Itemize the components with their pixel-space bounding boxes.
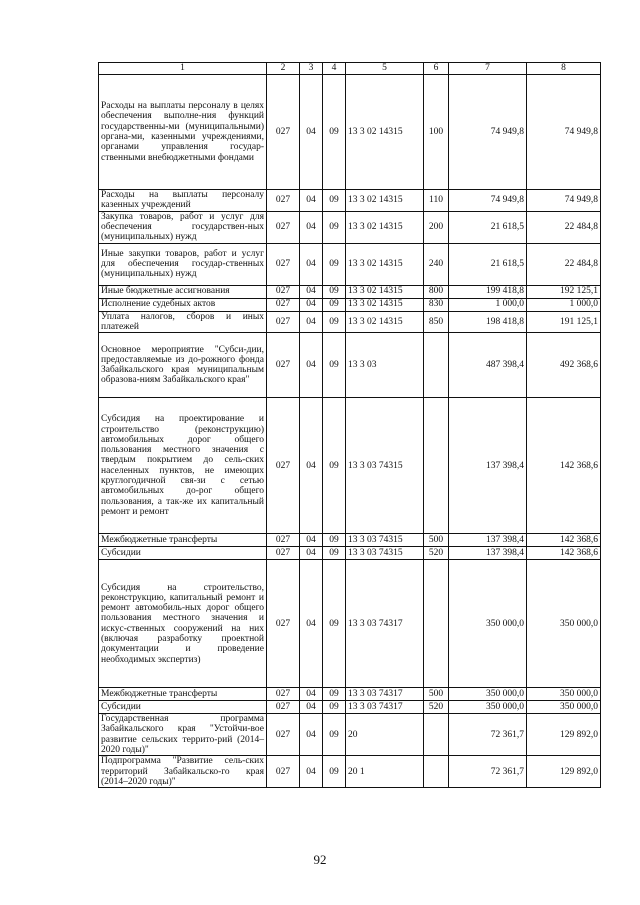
page-number: 92 <box>313 852 327 867</box>
table-row <box>99 756 601 788</box>
row-amount-2020: 142 368,6 <box>527 534 601 547</box>
row-amount-2020: 74 949,8 <box>527 190 601 212</box>
row-code-section: 04 <box>300 398 323 534</box>
row-amount-2019: 487 398,4 <box>449 333 527 398</box>
row-name: Основное мероприятие "Субси-дии, предоставляемые из до-рожного фонда Забайкальского края муниципальным образова-ниям Забайкальского края" <box>99 333 267 398</box>
table-body <box>99 75 601 788</box>
row-code-section: 04 <box>300 298 323 311</box>
row-code-subsection: 09 <box>323 75 346 190</box>
row-amount-2019: 350 000,0 <box>449 688 527 701</box>
row-code-expense-type: 110 <box>424 190 449 212</box>
row-code-section: 04 <box>300 190 323 212</box>
row-code-expense-type: 240 <box>424 243 449 285</box>
row-code-expense-type <box>424 714 449 756</box>
row-code-section: 04 <box>300 701 323 714</box>
row-amount-2019: 1 000,0 <box>449 298 527 311</box>
row-name: Межбюджетные трансферты <box>99 688 267 701</box>
row-code-section: 04 <box>300 534 323 547</box>
row-code-admin: 027 <box>267 243 300 285</box>
row-amount-2020: 22 484,8 <box>527 211 601 243</box>
header-cell: 7 <box>449 63 527 75</box>
row-code-admin: 027 <box>267 285 300 298</box>
row-code-target: 13 3 03 <box>346 333 424 398</box>
row-amount-2020: 1 000,0 <box>527 298 601 311</box>
table-row <box>99 298 601 311</box>
row-code-subsection: 09 <box>323 190 346 212</box>
row-amount-2019: 72 361,7 <box>449 714 527 756</box>
row-amount-2020: 191 125,1 <box>527 311 601 333</box>
row-name: Расходы на выплаты персоналу казенных учреждений <box>99 190 267 212</box>
table-row <box>99 701 601 714</box>
row-name: Закупка товаров, работ и услуг для обеспечения государствен-ных (муниципальных) нужд <box>99 211 267 243</box>
row-name: Иные бюджетные ассигнования <box>99 285 267 298</box>
row-code-section: 04 <box>300 714 323 756</box>
row-code-subsection: 09 <box>323 243 346 285</box>
row-name: Расходы на выплаты персоналу в целях обеспечения выполне-ния функций государственны-ми (муниципальными) органа-ми, казенными учреждениями, органами управления государ-ственными внебюджетными фондами <box>99 75 267 190</box>
row-code-subsection: 09 <box>323 333 346 398</box>
row-name: Субсидия на проектирование и строительство (реконструкцию) автомобильных дорог общего пользования местного значения с твердым покрытием до сель-ских населенных пунктов, не имеющих круглогодичной свя-зи с сетью автомобильных до-рог общего пользования, а так-же их капитальный ремонт и ремонт <box>99 398 267 534</box>
row-amount-2020: 492 368,6 <box>527 333 601 398</box>
row-name: Межбюджетные трансферты <box>99 534 267 547</box>
row-code-admin: 027 <box>267 311 300 333</box>
row-code-expense-type <box>424 756 449 788</box>
row-code-subsection: 09 <box>323 311 346 333</box>
row-code-target: 13 3 03 74317 <box>346 560 424 688</box>
header-cell: 3 <box>300 63 323 75</box>
row-code-target: 13 3 03 74317 <box>346 701 424 714</box>
row-code-expense-type: 100 <box>424 75 449 190</box>
row-code-admin: 027 <box>267 547 300 560</box>
row-code-expense-type <box>424 560 449 688</box>
row-code-subsection: 09 <box>323 298 346 311</box>
row-code-admin: 027 <box>267 560 300 688</box>
row-code-admin: 027 <box>267 534 300 547</box>
row-code-target: 13 3 02 14315 <box>346 311 424 333</box>
header-cell: 5 <box>346 63 424 75</box>
row-amount-2020: 142 368,6 <box>527 547 601 560</box>
row-amount-2020: 192 125,1 <box>527 285 601 298</box>
row-code-admin: 027 <box>267 190 300 212</box>
header-cell: 6 <box>424 63 449 75</box>
row-code-expense-type: 500 <box>424 688 449 701</box>
row-amount-2020: 350 000,0 <box>527 688 601 701</box>
row-code-admin: 027 <box>267 298 300 311</box>
row-code-section: 04 <box>300 547 323 560</box>
budget-table <box>98 62 601 788</box>
row-amount-2020: 129 892,0 <box>527 756 601 788</box>
row-amount-2019: 137 398,4 <box>449 398 527 534</box>
row-amount-2020: 350 000,0 <box>527 701 601 714</box>
row-code-admin: 027 <box>267 688 300 701</box>
row-code-subsection: 09 <box>323 701 346 714</box>
row-code-expense-type: 520 <box>424 547 449 560</box>
row-code-expense-type <box>424 398 449 534</box>
row-code-subsection: 09 <box>323 688 346 701</box>
row-code-expense-type: 200 <box>424 211 449 243</box>
row-code-target: 13 3 02 14315 <box>346 285 424 298</box>
row-code-admin: 027 <box>267 398 300 534</box>
row-code-subsection: 09 <box>323 285 346 298</box>
row-amount-2019: 199 418,8 <box>449 285 527 298</box>
row-code-admin: 027 <box>267 701 300 714</box>
row-code-target: 13 3 02 14315 <box>346 298 424 311</box>
table-row <box>99 333 601 398</box>
row-code-target: 13 3 02 14315 <box>346 75 424 190</box>
row-code-section: 04 <box>300 75 323 190</box>
row-code-section: 04 <box>300 560 323 688</box>
row-code-section: 04 <box>300 243 323 285</box>
row-code-section: 04 <box>300 211 323 243</box>
row-code-subsection: 09 <box>323 547 346 560</box>
row-name: Субсидии <box>99 701 267 714</box>
row-code-section: 04 <box>300 311 323 333</box>
table-row <box>99 311 601 333</box>
row-amount-2019: 350 000,0 <box>449 560 527 688</box>
table-row <box>99 547 601 560</box>
row-code-expense-type: 500 <box>424 534 449 547</box>
row-amount-2019: 74 949,8 <box>449 190 527 212</box>
row-code-section: 04 <box>300 285 323 298</box>
row-amount-2020: 74 949,8 <box>527 75 601 190</box>
row-amount-2020: 129 892,0 <box>527 714 601 756</box>
row-code-subsection: 09 <box>323 714 346 756</box>
table-row <box>99 190 601 212</box>
row-code-target: 13 3 03 74315 <box>346 547 424 560</box>
row-amount-2019: 137 398,4 <box>449 534 527 547</box>
row-name: Иные закупки товаров, работ и услуг для обеспечения государ-ственных (муниципальных) нужд <box>99 243 267 285</box>
header-cell: 8 <box>527 63 601 75</box>
table-row <box>99 211 601 243</box>
row-code-target: 13 3 03 74315 <box>346 534 424 547</box>
row-amount-2019: 198 418,8 <box>449 311 527 333</box>
row-code-subsection: 09 <box>323 756 346 788</box>
row-code-expense-type <box>424 333 449 398</box>
header-cell: 1 <box>99 63 267 75</box>
budget-table-sheet <box>98 62 600 788</box>
row-code-subsection: 09 <box>323 398 346 534</box>
table-row <box>99 714 601 756</box>
row-name: Уплата налогов, сборов и иных платежей <box>99 311 267 333</box>
table-row <box>99 285 601 298</box>
row-name: Субсидии <box>99 547 267 560</box>
row-code-section: 04 <box>300 756 323 788</box>
row-code-admin: 027 <box>267 756 300 788</box>
row-code-section: 04 <box>300 688 323 701</box>
row-code-target: 13 3 03 74315 <box>346 398 424 534</box>
row-code-subsection: 09 <box>323 211 346 243</box>
row-code-target: 20 <box>346 714 424 756</box>
row-code-subsection: 09 <box>323 534 346 547</box>
row-amount-2020: 22 484,8 <box>527 243 601 285</box>
row-code-admin: 027 <box>267 75 300 190</box>
row-amount-2019: 72 361,7 <box>449 756 527 788</box>
row-code-target: 13 3 02 14315 <box>346 243 424 285</box>
row-code-target: 20 1 <box>346 756 424 788</box>
row-amount-2020: 142 368,6 <box>527 398 601 534</box>
table-row <box>99 560 601 688</box>
row-name: Субсидия на строительство, реконструкцию, капитальный ремонт и ремонт автомобиль-ных дорог общего пользования местного значения и искус-ственных сооружений на них (включая разработку проектной документации и проведение необходимых экспертиз) <box>99 560 267 688</box>
row-amount-2019: 350 000,0 <box>449 701 527 714</box>
table-row <box>99 75 601 190</box>
row-code-expense-type: 830 <box>424 298 449 311</box>
row-name: Государственная программа Забайкальского края "Устойчи-вое развитие сельских террито-рий (2014–2020 годы)" <box>99 714 267 756</box>
row-code-admin: 027 <box>267 211 300 243</box>
row-name: Исполнение судебных актов <box>99 298 267 311</box>
header-row <box>99 63 601 75</box>
row-code-admin: 027 <box>267 333 300 398</box>
row-amount-2019: 74 949,8 <box>449 75 527 190</box>
header-cell: 2 <box>267 63 300 75</box>
row-amount-2020: 350 000,0 <box>527 560 601 688</box>
row-code-expense-type: 800 <box>424 285 449 298</box>
row-code-expense-type: 850 <box>424 311 449 333</box>
row-code-admin: 027 <box>267 714 300 756</box>
row-name: Подпрограмма "Развитие сель-ских территорий Забайкальско-го края (2014–2020 годы)" <box>99 756 267 788</box>
row-code-subsection: 09 <box>323 560 346 688</box>
row-amount-2019: 21 618,5 <box>449 243 527 285</box>
table-row <box>99 398 601 534</box>
table-row <box>99 534 601 547</box>
row-code-target: 13 3 02 14315 <box>346 211 424 243</box>
row-code-target: 13 3 02 14315 <box>346 190 424 212</box>
table-row <box>99 243 601 285</box>
row-amount-2019: 21 618,5 <box>449 211 527 243</box>
table-row <box>99 688 601 701</box>
header-cell: 4 <box>323 63 346 75</box>
row-amount-2019: 137 398,4 <box>449 547 527 560</box>
row-code-target: 13 3 03 74317 <box>346 688 424 701</box>
row-code-expense-type: 520 <box>424 701 449 714</box>
row-code-section: 04 <box>300 333 323 398</box>
